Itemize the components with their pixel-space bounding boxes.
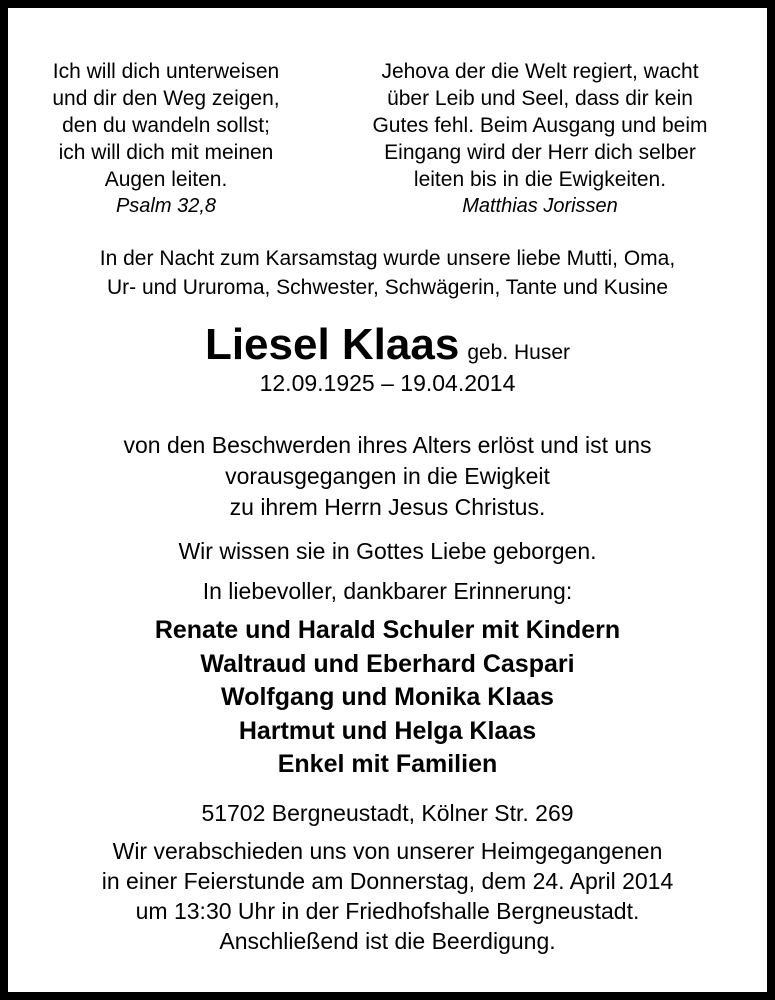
verse-line: ich will dich mit meinen — [58, 141, 274, 164]
death-message — [8, 430, 767, 523]
family-member: Hartmut und Helga Klaas — [238, 716, 537, 745]
funeral-line: Wir verabschieden uns von unserer Heimgegangenen — [112, 838, 663, 864]
life-dates: 12.09.1925 – 19.04.2014 — [259, 370, 516, 396]
message-line: von den Beschwerden ihres Alters erlöst und ist uns — [123, 432, 652, 458]
message-line: zu ihrem Herrn Jesus Christus. — [229, 494, 546, 520]
verse-line: leiten bis in die Ewigkeiten. — [413, 168, 667, 191]
verse-psalm — [18, 58, 314, 220]
funeral-line: um 13:30 Uhr in der Friedhofshalle Bergneustadt. — [135, 898, 640, 924]
family-member: Wolfgang und Monika Klaas — [221, 683, 554, 711]
funeral-info — [8, 836, 767, 956]
intro-line: In der Nacht zum Karsamstag wurde unsere liebe Mutti, Oma, — [99, 247, 676, 270]
intro-text — [8, 244, 767, 302]
verse-hymn — [340, 58, 740, 220]
address: 51702 Bergneustadt, Kölner Str. 269 — [201, 800, 574, 826]
verse-line: und dir den Weg zeigen, — [52, 87, 280, 110]
maiden-name: geb. Huser — [467, 341, 571, 364]
verse-line: Eingang wird der Herr dich selber — [384, 141, 696, 164]
deceased-name: Liesel Klaas — [204, 320, 460, 369]
family-list — [8, 614, 767, 782]
family-member: Renate und Harald Schuler mit Kindern — [154, 616, 621, 644]
remembrance-line: In liebevoller, dankbarer Erinnerung: — [202, 578, 573, 604]
verse-source: Psalm 32,8 — [115, 195, 217, 217]
family-member: Waltraud und Eberhard Caspari — [200, 649, 575, 678]
funeral-line: in einer Feierstunde am Donnerstag, dem 24. April 2014 — [101, 868, 674, 894]
verse-line: Ich will dich unterweisen — [52, 60, 280, 83]
verse-line: Gutes fehl. Beim Ausgang und beim — [372, 114, 708, 137]
verse-source: Matthias Jorissen — [462, 195, 618, 217]
verse-line: über Leib und Seel, dass dir kein — [387, 87, 693, 110]
intro-line: Ur- und Ururoma, Schwester, Schwägerin, Tante und Kusine — [106, 276, 669, 299]
verse-line: Augen leiten. — [104, 168, 228, 191]
funeral-line: Anschließend ist die Beerdigung. — [219, 928, 556, 954]
faith-line: Wir wissen sie in Gottes Liebe geborgen. — [178, 538, 597, 564]
verse-line: den du wandeln sollst; — [62, 114, 270, 137]
family-member: Enkel mit Familien — [277, 750, 498, 778]
verse-line: Jehova der die Welt regiert, wacht — [381, 60, 699, 83]
message-line: vorausgegangen in die Ewigkeit — [225, 463, 550, 489]
